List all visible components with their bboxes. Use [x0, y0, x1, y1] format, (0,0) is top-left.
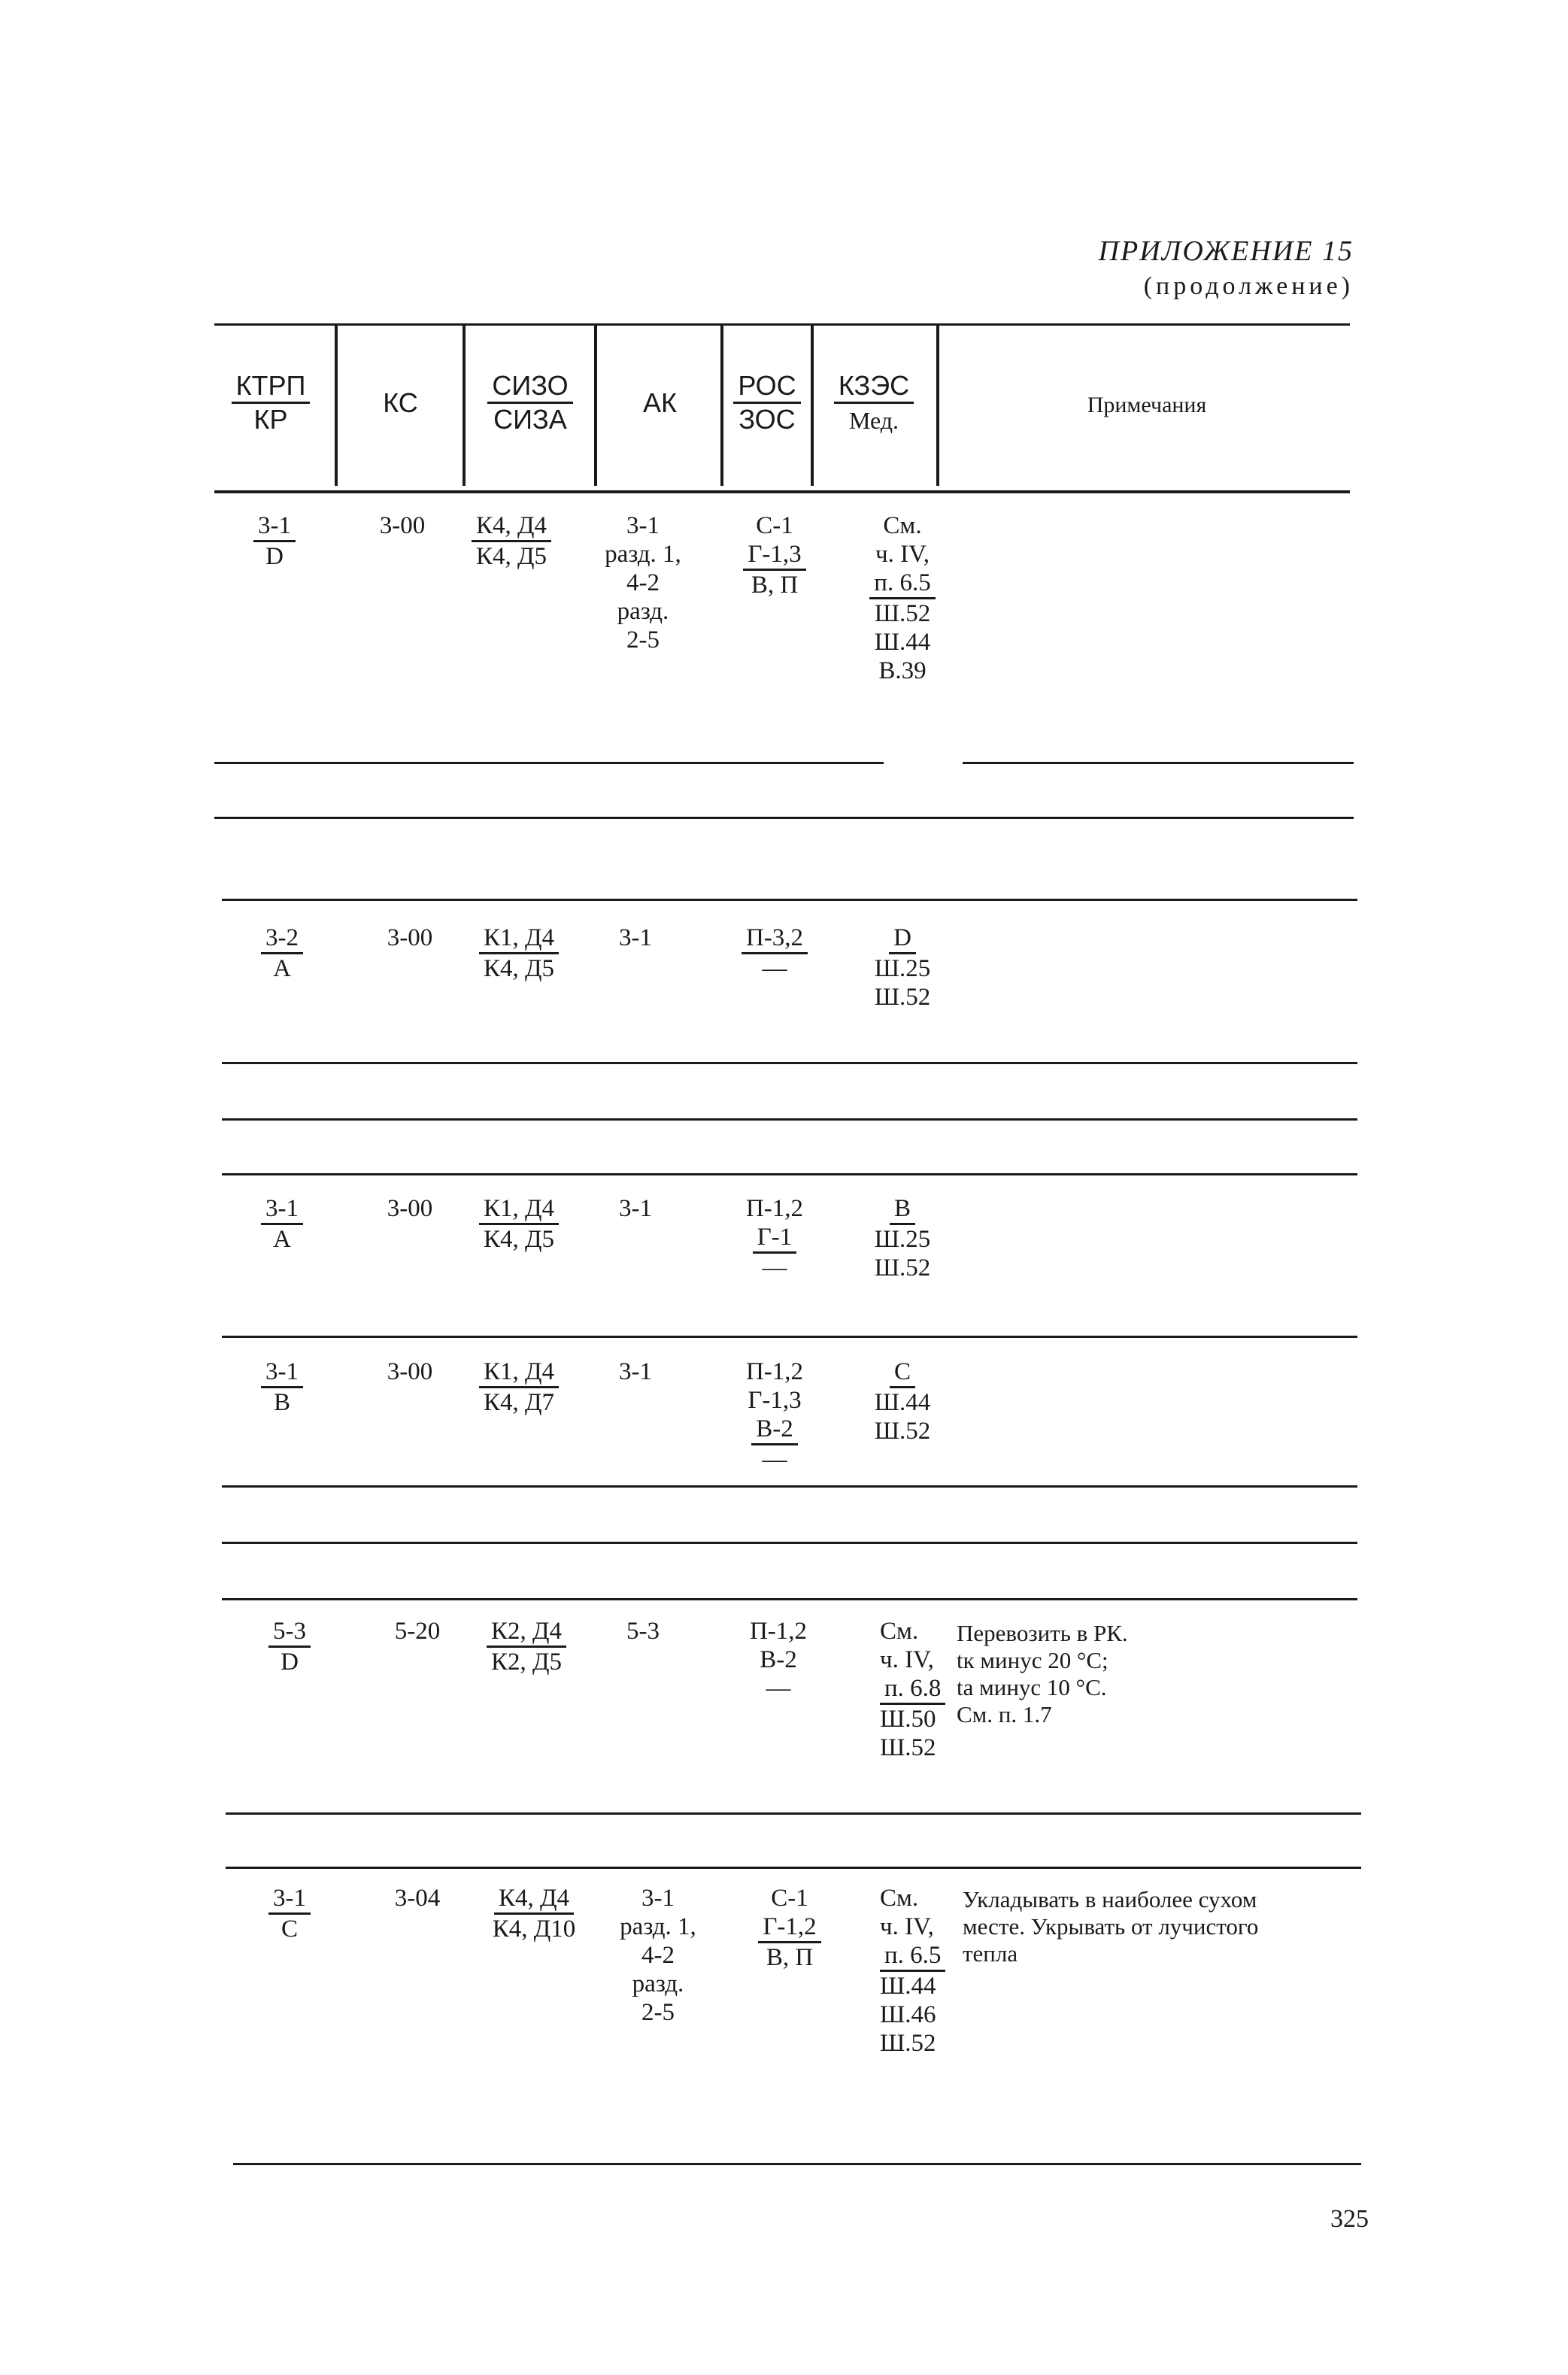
cell-ktrp: 5-3 — [268, 1617, 311, 1648]
cell-ros-line: П-1,2 — [745, 1358, 804, 1385]
cell-ros-line: С-1 — [756, 512, 793, 539]
cell-siza: К4, Д5 — [475, 543, 547, 570]
col-header-ks: КС — [383, 387, 418, 418]
cell-ros-line: Г-1 — [753, 1223, 797, 1254]
cell-sizo-siza — [444, 511, 579, 571]
row-rule — [222, 1062, 1357, 1064]
col-label-med: Мед. — [848, 407, 899, 434]
cell-ak: 5-3 — [626, 1618, 660, 1645]
cell-kzes-med — [850, 1357, 955, 1445]
cell-ak-line: разд. 1, — [605, 541, 681, 568]
row-rule — [222, 1542, 1357, 1544]
cell-med-line: Ш.52 — [880, 2030, 936, 2057]
cell-notes — [963, 1886, 1354, 1967]
cell-siza: К4, Д10 — [492, 1915, 576, 1943]
cell-med-line: Ш.50 — [880, 1706, 936, 1733]
row-rule — [222, 899, 1357, 901]
cell-ak-line: 2-5 — [626, 626, 660, 654]
cell-ak-line: 4-2 — [626, 569, 660, 596]
cell-zos-line: В, П — [766, 1944, 814, 1971]
cell-ak-line: 2-5 — [641, 1999, 675, 2026]
col-header-ktrp — [214, 370, 327, 435]
cell-ros-line: Г-1,3 — [743, 540, 805, 571]
cell-kzes-line: См. — [880, 1885, 919, 1912]
cell-kzes-line: D — [889, 924, 916, 954]
cell-med-line: Ш.52 — [874, 1418, 931, 1445]
cell-sizo-siza — [451, 1194, 587, 1254]
row-rule — [222, 1173, 1357, 1175]
cell-kzes-line: п. 6.5 — [880, 1941, 945, 1972]
cell-zos-line: — — [762, 1446, 787, 1473]
appendix-title: ПРИЛОЖЕНИЕ 15 — [1098, 235, 1354, 267]
cell-ks: 3-04 — [394, 1885, 441, 1912]
cell-kzes-line: См. — [880, 1618, 919, 1645]
cell-kr: А — [273, 955, 291, 982]
col-label-ktrp: КТРП — [232, 370, 311, 404]
cell-ak: 3-1 — [619, 1195, 652, 1222]
cell-ktrp: 3-1 — [261, 1357, 303, 1388]
cell-ros-line: С-1 — [771, 1885, 808, 1912]
cell-ros-line: П-3,2 — [742, 924, 808, 954]
table-row — [233, 924, 331, 983]
cell-ros-line: Г-1,3 — [748, 1387, 802, 1414]
cell-med-line: Ш.25 — [874, 955, 931, 982]
table-row — [241, 1617, 338, 1676]
cell-ktrp: 3-1 — [253, 511, 296, 542]
cell-ks: 3-00 — [387, 924, 433, 951]
cell-sizo: К4, Д4 — [494, 1884, 574, 1915]
col-label-kzes: КЗЭС — [834, 370, 914, 404]
cell-ros-line: В-2 — [760, 1646, 797, 1673]
cell-ros-zos — [722, 924, 827, 983]
col-divider — [463, 325, 466, 486]
cell-ks: 5-20 — [394, 1618, 441, 1645]
col-label-sizo: СИЗО — [487, 370, 572, 404]
cell-ros-line: Г-1,2 — [758, 1912, 820, 1943]
col-label-zos: ЗОС — [739, 404, 796, 435]
note-line: тепла — [963, 1940, 1018, 1967]
note-line: tа минус 10 °С. — [957, 1674, 1107, 1700]
cell-ks: 3-00 — [379, 512, 426, 539]
cell-kr: А — [273, 1226, 291, 1253]
cell-ktrp: 3-1 — [261, 1194, 303, 1225]
cell-kzes-line: В — [890, 1194, 915, 1225]
cell-ros-zos — [733, 1884, 846, 1972]
cell-kzes-line: ч. IV, — [880, 1646, 934, 1673]
row-rule — [222, 1485, 1357, 1488]
row-rule — [222, 1118, 1357, 1121]
col-divider — [594, 325, 597, 486]
cell-zos-line: — — [766, 1675, 791, 1702]
appendix-subtitle: (продолжение) — [1143, 272, 1354, 300]
row-rule — [214, 762, 884, 764]
cell-kr: D — [281, 1649, 299, 1676]
note-line: Перевозить в РК. — [957, 1620, 1128, 1646]
cell-siza: К2, Д5 — [490, 1649, 563, 1676]
cell-ak — [602, 1884, 714, 2027]
cell-siza: К4, Д5 — [483, 1226, 555, 1253]
cell-sizo: К2, Д4 — [487, 1617, 566, 1648]
cell-ros-zos — [722, 511, 827, 599]
col-header-ak: АК — [643, 387, 677, 418]
table-row — [233, 1194, 331, 1254]
cell-ros-line: П-1,2 — [745, 1195, 804, 1222]
cell-ak-line: разд. — [617, 598, 669, 625]
cell-med-line: Ш.52 — [874, 600, 931, 627]
cell-ak-line: 4-2 — [641, 1942, 675, 1969]
cell-sizo: К1, Д4 — [479, 1194, 559, 1225]
cell-zos-line: В, П — [751, 572, 799, 599]
col-header-notes: Примечания — [1087, 393, 1207, 417]
cell-ktrp: 3-1 — [268, 1884, 311, 1915]
cell-zos-line: — — [762, 1254, 787, 1282]
table-header-bottom-rule — [214, 490, 1350, 493]
cell-med-line: В.39 — [878, 657, 927, 684]
cell-ak-line: разд. 1, — [620, 1913, 696, 1940]
row-rule — [963, 762, 1354, 764]
cell-sizo-siza — [451, 924, 587, 983]
cell-kzes-med — [850, 1194, 955, 1282]
cell-ks: 3-00 — [387, 1358, 433, 1385]
cell-ak-line: 3-1 — [641, 1885, 675, 1912]
col-label-ros: РОС — [733, 370, 800, 404]
cell-ak-line: разд. — [632, 1970, 684, 1997]
cell-kzes-line: ч. IV, — [880, 1913, 934, 1940]
cell-med-line: Ш.46 — [880, 2001, 936, 2028]
row-rule — [226, 1812, 1361, 1815]
cell-ros-line: В-2 — [751, 1415, 798, 1445]
table-top-rule — [214, 323, 1350, 326]
cell-kzes-line: С — [890, 1357, 915, 1388]
col-header-kzes — [814, 370, 934, 435]
cell-sizo-siza — [451, 1357, 587, 1417]
row-rule — [214, 817, 1354, 819]
cell-zos-line: — — [762, 955, 787, 982]
cell-notes — [957, 1620, 1272, 1728]
cell-ak: 3-1 — [619, 1358, 652, 1385]
cell-ros-zos — [726, 1617, 831, 1703]
cell-kzes-line: п. 6.5 — [869, 569, 935, 599]
cell-kzes-med — [850, 511, 955, 685]
cell-ros-zos — [722, 1194, 827, 1282]
cell-ak-line: 3-1 — [626, 512, 660, 539]
cell-sizo-siza — [459, 1617, 594, 1676]
cell-kzes-med — [850, 924, 955, 1012]
cell-sizo: К4, Д4 — [472, 511, 551, 542]
cell-ktrp: 3-2 — [261, 924, 303, 954]
row-rule — [222, 1598, 1357, 1600]
cell-ros-zos — [722, 1357, 827, 1474]
note-line: См. п. 1.7 — [957, 1701, 1052, 1727]
cell-ak — [587, 511, 699, 654]
cell-med-line: Ш.52 — [874, 984, 931, 1011]
cell-med-line: Ш.44 — [874, 1389, 931, 1416]
table-row — [241, 1884, 338, 1943]
cell-med-line: Ш.52 — [874, 1254, 931, 1282]
col-header-ros — [723, 370, 811, 435]
cell-med-line: Ш.44 — [880, 1973, 936, 2000]
cell-kzes-line: См. — [883, 512, 922, 539]
note-line: месте. Укрывать от лучистого — [963, 1913, 1259, 1940]
cell-sizo-siza — [463, 1884, 605, 1943]
cell-med-line: Ш.44 — [874, 629, 931, 656]
cell-kzes-line: п. 6.8 — [880, 1674, 945, 1705]
cell-med-line: Ш.25 — [874, 1226, 931, 1253]
row-rule — [222, 1336, 1357, 1338]
table-row — [226, 511, 323, 571]
cell-ros-line: П-1,2 — [749, 1618, 808, 1645]
col-header-sizo — [466, 370, 594, 435]
cell-kzes-line: ч. IV, — [875, 541, 930, 568]
col-label-siza: СИЗА — [493, 404, 567, 435]
note-line: tк минус 20 °С; — [957, 1647, 1109, 1673]
col-divider — [936, 325, 939, 486]
cell-ks: 3-00 — [387, 1195, 433, 1222]
table-bottom-rule — [233, 2163, 1361, 2165]
table-row — [233, 1357, 331, 1417]
cell-sizo: К1, Д4 — [479, 1357, 559, 1388]
cell-sizo: К1, Д4 — [479, 924, 559, 954]
page-number: 325 — [1330, 2205, 1369, 2233]
cell-kr: D — [265, 543, 284, 570]
row-rule — [226, 1867, 1361, 1869]
col-divider — [335, 325, 338, 486]
col-label-kr: КР — [253, 404, 288, 435]
cell-siza: К4, Д5 — [483, 955, 555, 982]
cell-siza: К4, Д7 — [483, 1389, 555, 1416]
cell-kr: С — [281, 1915, 298, 1943]
cell-kr: В — [273, 1389, 290, 1416]
cell-kzes-med — [880, 1884, 970, 2058]
cell-ak: 3-1 — [619, 924, 652, 951]
cell-med-line: Ш.52 — [880, 1734, 936, 1761]
note-line: Укладывать в наиболее сухом — [963, 1886, 1257, 1912]
